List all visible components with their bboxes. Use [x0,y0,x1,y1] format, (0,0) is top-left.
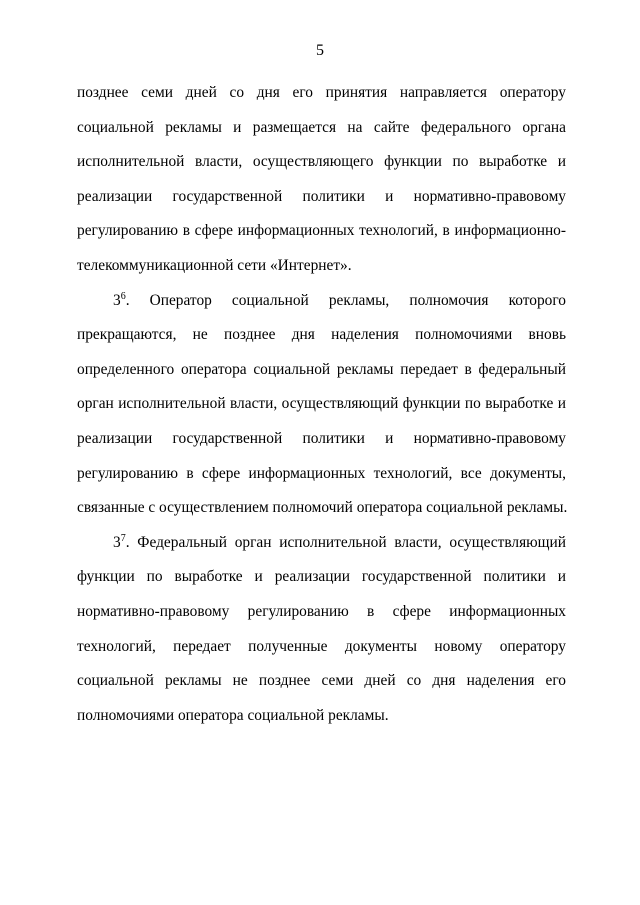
text-line: функции по выработке и реализации государственной политики и [77,568,566,586]
text-line: исполнительной власти, осуществляющего функции по выработке и [77,153,566,171]
text-line: полномочиями оператора социальной рекламы. [77,706,389,724]
text-line: реализации государственной политики и нормативно-правовому [77,429,566,447]
paragraph-first-line [77,526,566,561]
text-line: социальной рекламы не позднее семи дней со дня наделения его [77,672,566,690]
text-line: регулированию в сфере информационных технологий, все документы, [77,464,566,482]
text-line: регулированию в сфере информационных технологий, в информационно- [77,222,566,240]
paragraph-number: 3 [113,291,121,309]
paragraph-3-6 [77,284,566,526]
text-line: определенного оператора социальной рекламы передает в федеральный [77,360,566,378]
text-line: реализации государственной политики и нормативно-правовому [77,187,566,205]
text-line: связанные с осуществлением полномочий оператора социальной рекламы. [77,499,568,517]
text-line: орган исполнительной власти, осуществляющий функции по выработке и [77,395,566,413]
text-line: нормативно-правовому регулированию в сфере информационных [77,602,566,620]
paragraph-first-line-text: . Федеральный орган исполнительной власти, осуществляющий [125,533,566,551]
paragraph-continuation [77,76,566,284]
paragraph-first-line [77,284,566,319]
text-line: позднее семи дней со дня его принятия направляется оператору [77,84,566,101]
page-number: 5 [316,42,324,59]
document-body [77,76,566,733]
paragraph-number: 3 [113,533,121,551]
text-line: телекоммуникационной сети «Интернет». [77,256,352,274]
paragraph-number-superscript: 6 [120,290,126,302]
paragraph-3-7 [77,526,566,734]
paragraph-first-line-text: . Оператор социальной рекламы, полномочия которого [125,291,566,309]
text-line: социальной рекламы и размещается на сайте федерального органа [77,118,566,136]
paragraph-number-superscript: 7 [120,532,126,544]
text-line: прекращаются, не позднее дня наделения полномочиями вновь [77,326,566,344]
text-line: технологий, передает полученные документы новому оператору [77,637,566,655]
